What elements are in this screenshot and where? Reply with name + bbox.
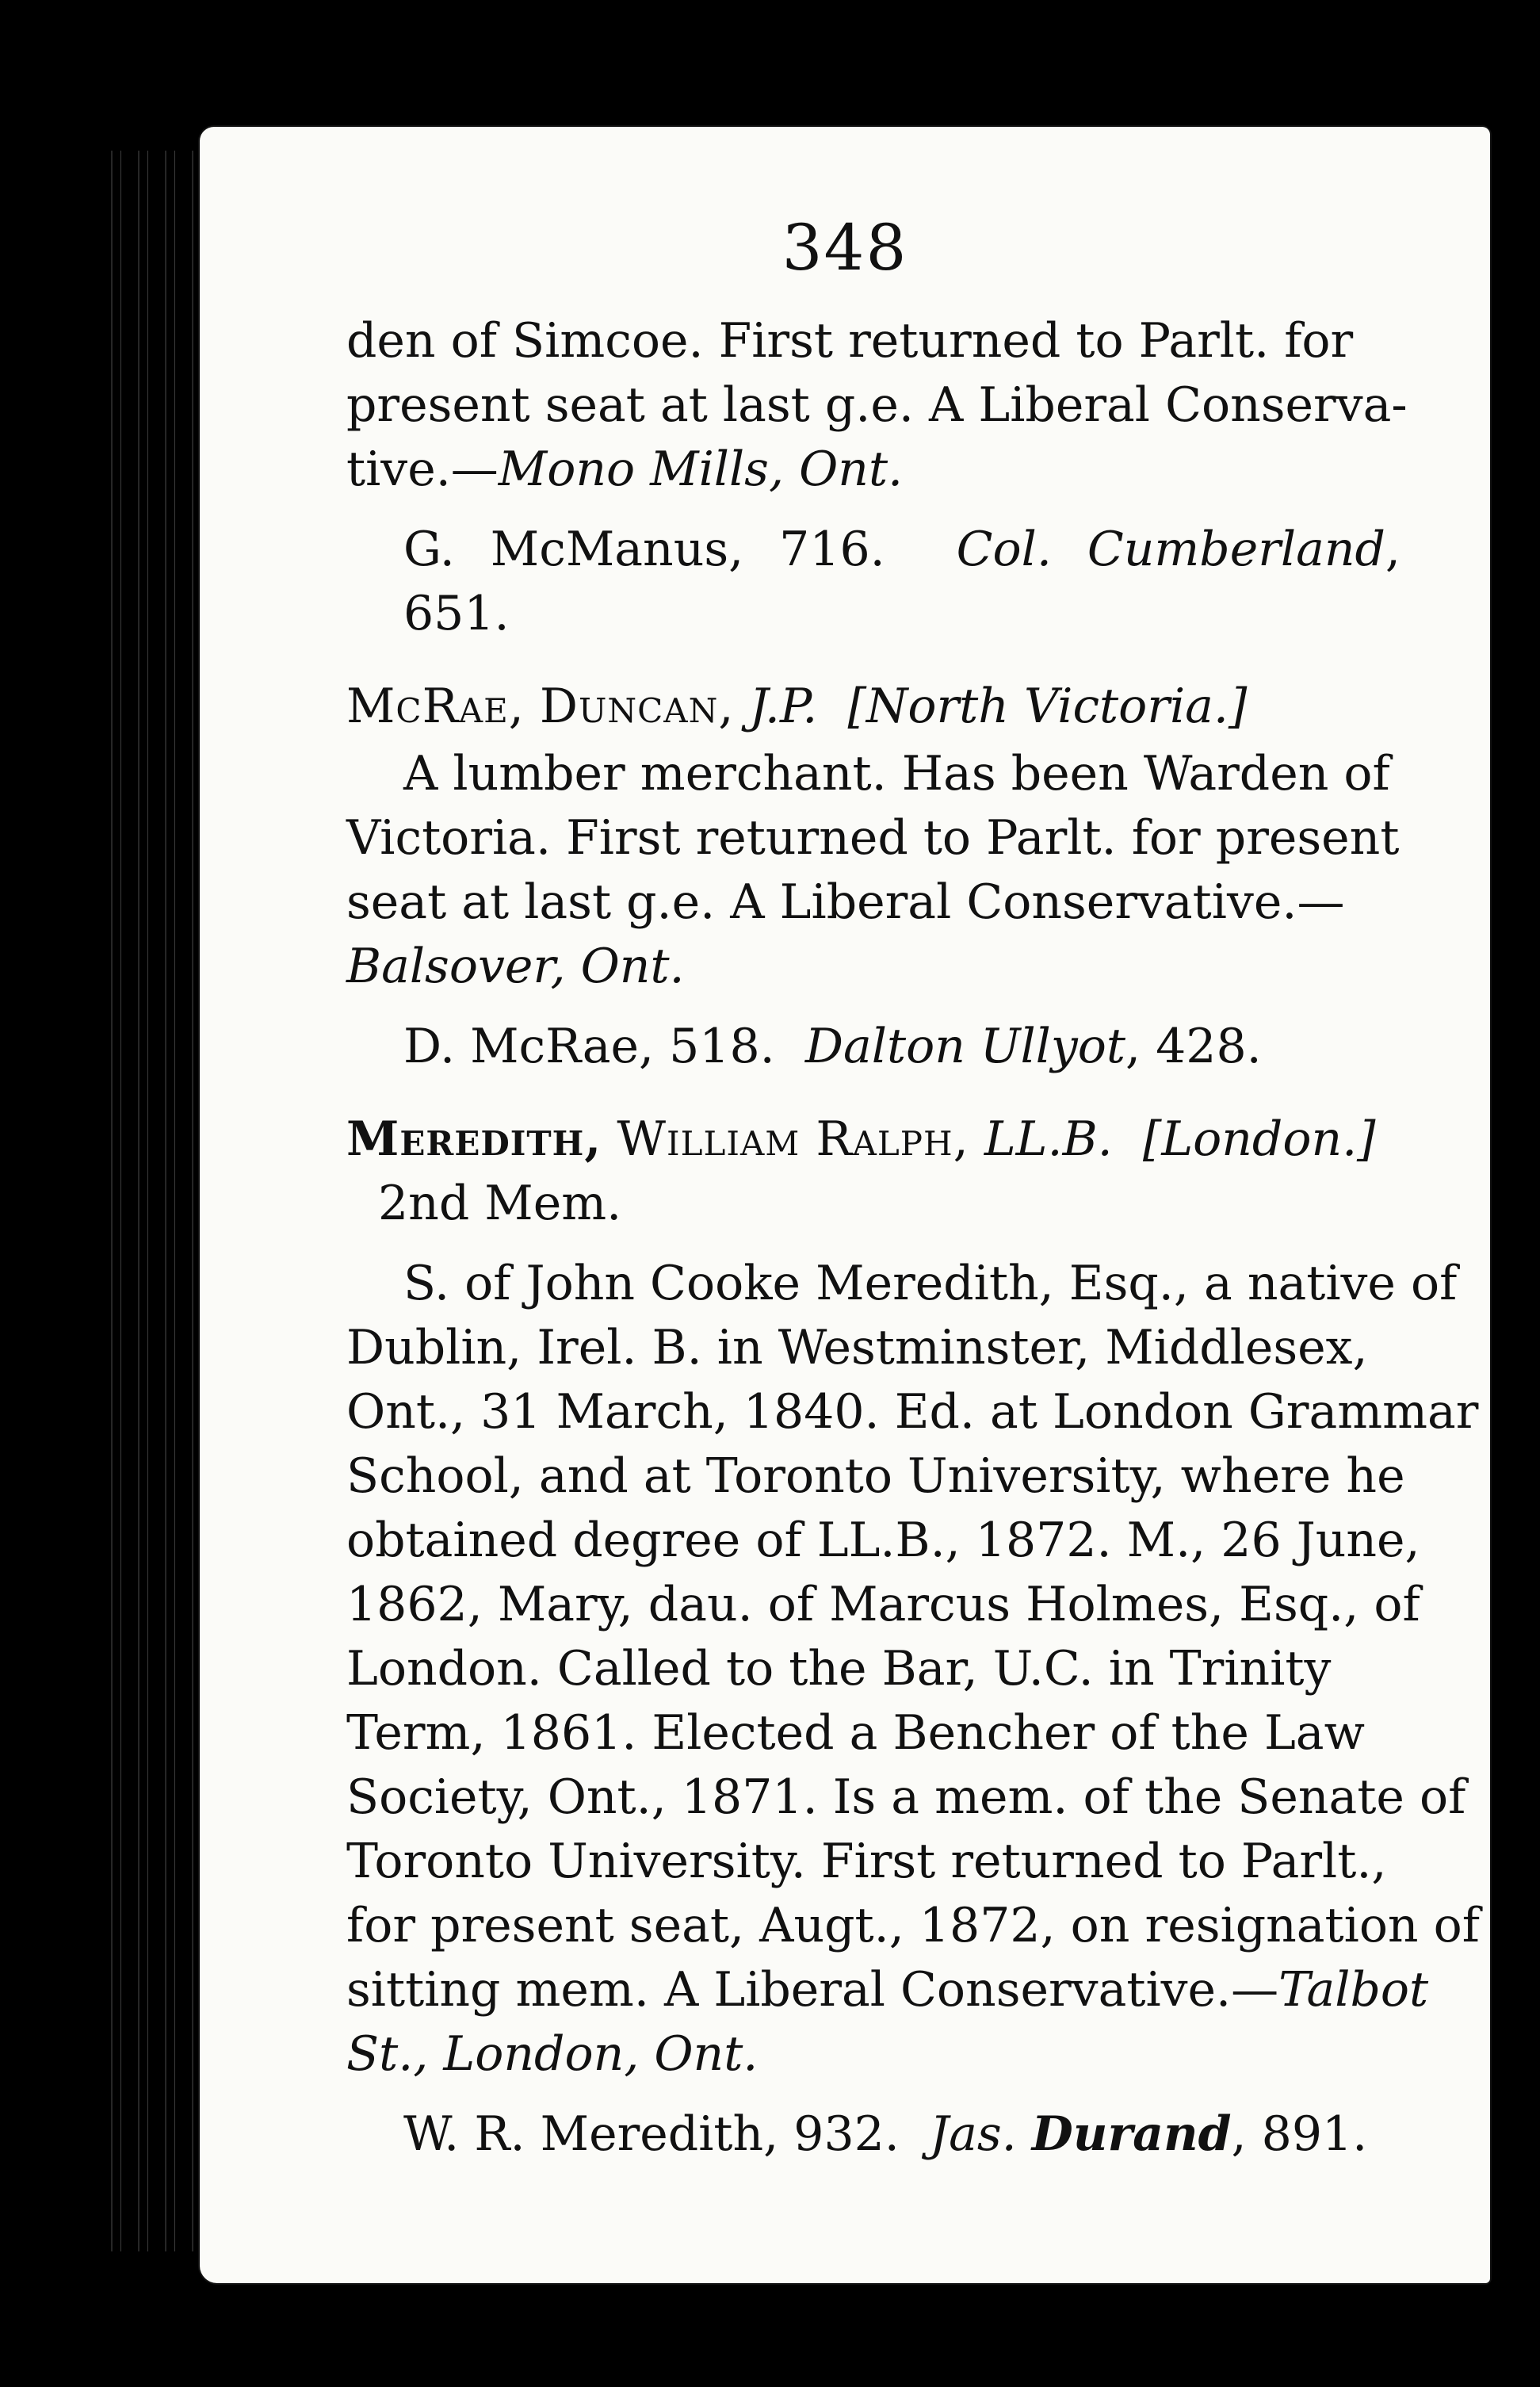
text-line: Toronto University. First returned to Parlt., — [346, 1834, 1387, 1889]
winner: D. McRae, 518. — [403, 1019, 775, 1074]
text-line — [346, 438, 1401, 502]
loser-votes: , 651. — [403, 522, 1401, 641]
text-fragment: tive.— — [346, 442, 499, 497]
text-line: Dublin, Irel. B. in Westminster, Middlesex, — [346, 1320, 1368, 1375]
text-line: for present seat, Augt., 1872, on resignation of — [346, 1898, 1480, 1953]
text-line: Term, 1861. Elected a Bencher of the Law — [346, 1705, 1365, 1761]
text-line — [346, 1958, 1429, 2022]
election-result — [346, 1015, 1401, 1079]
text-line: A lumber merchant. Has been Warden of — [403, 746, 1390, 801]
text-line: Society, Ont., 1871. Is a mem. of the Senate of — [346, 1769, 1466, 1825]
text-line: obtained degree of LL.B., 1872. M., 26 June, — [346, 1513, 1420, 1568]
entry-heading — [346, 675, 1401, 739]
election-result — [346, 518, 1401, 646]
election-result — [346, 2102, 1401, 2167]
text-line: School, and at Toronto University, where he — [346, 1448, 1405, 1504]
surname: Meredith, — [346, 1111, 602, 1167]
text-line: present seat at last g.e. A Liberal Conserva- — [346, 377, 1408, 433]
text-line: 1862, Mary, dau. of Marcus Holmes, Esq., of — [346, 1577, 1420, 1632]
loser-votes: , 428. — [1125, 1019, 1262, 1074]
member-note: 2nd Mem. — [378, 1176, 622, 1231]
text-line: Ont., 31 March, 1840. Ed. at London Grammar — [346, 1384, 1479, 1440]
text-line: seat at last g.e. A Liberal Conservative.— — [346, 874, 1345, 930]
loser-name: Col. Cumberland — [956, 522, 1385, 577]
given-name: Duncan, — [539, 679, 735, 734]
riding: [North Victoria.] — [847, 679, 1248, 734]
honorific: J.P. — [749, 679, 818, 734]
address: Mono Mills, Ont. — [498, 442, 904, 497]
text-line: den of Simcoe. First returned to Parlt. for — [346, 313, 1354, 369]
loser-name: Dalton Ullyot — [804, 1019, 1125, 1074]
loser-first-name: Jas. — [930, 2106, 1017, 2162]
winner: G. McManus, 716. — [403, 522, 885, 577]
page-text — [346, 309, 1480, 2167]
text-line: S. of John Cooke Meredith, Esq., a native of — [403, 1256, 1458, 1311]
text-line: London. Called to the Bar, U.C. in Trinity — [346, 1641, 1332, 1697]
given-name: William Ralph, — [617, 1111, 969, 1167]
page-number: 348 — [781, 211, 908, 285]
text-line: Victoria. First returned to Parlt. for present — [346, 810, 1400, 866]
address-start: Talbot — [1278, 1962, 1429, 2018]
film-edge-streaks — [103, 151, 198, 2251]
entry-body — [346, 742, 1401, 999]
entry-heading — [346, 1107, 1401, 1236]
entry-continuation — [346, 309, 1408, 502]
book-page — [200, 127, 1490, 2283]
loser-name: Durand — [1031, 2106, 1232, 2162]
text-line — [346, 2022, 1401, 2087]
honorific: LL.B. — [984, 1111, 1113, 1167]
text-fragment: sitting mem. A Liberal Conservative.— — [346, 1962, 1279, 2018]
text-line — [346, 935, 1401, 999]
address: Balsover, Ont. — [346, 939, 685, 994]
loser-votes: , 891. — [1231, 2106, 1368, 2162]
riding: [London.] — [1142, 1111, 1376, 1167]
winner: W. R. Meredith, 932. — [403, 2106, 900, 2162]
address-end: St., London, Ont. — [346, 2026, 759, 2082]
entry-body — [346, 1252, 1480, 2087]
surname: McRae, — [346, 679, 525, 734]
